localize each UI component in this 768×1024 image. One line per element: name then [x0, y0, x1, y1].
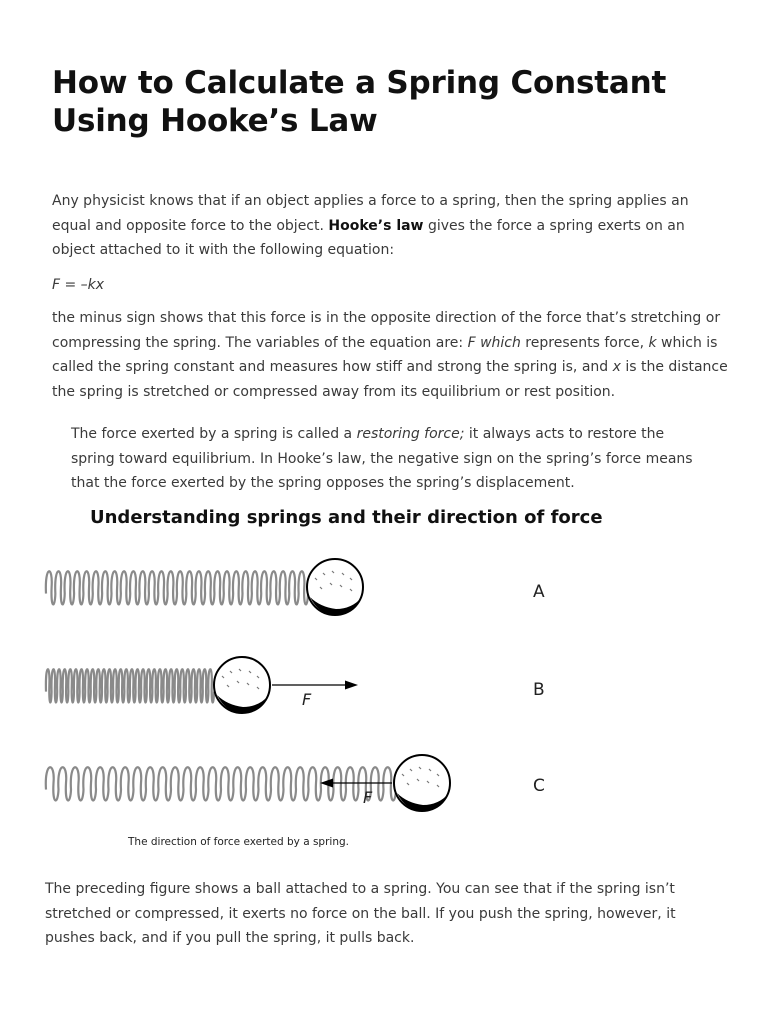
closing-paragraph: The preceding figure shows a ball attached to a spring. You can see that if the spring isn’t stretched or compressed, it exerts no force on the ball. If you push the spring, however, it pushes back, and if you pull the spring, it pulls back.: [45, 881, 676, 946]
hookes-law-equation: F = –kx: [52, 277, 105, 293]
restoring-force-term: restoring force;: [356, 426, 465, 442]
variables-paragraph: [52, 306, 728, 404]
hookes-law-term: Hooke’s law: [328, 217, 424, 234]
force-label-c: F: [363, 788, 373, 807]
variables-text-1: the minus sign shows that this force is in the opposite direction of the force that’s stretching or compressing the spring. The variables of the equation are:: [52, 310, 721, 351]
figure-title: Understanding springs and their direction of force: [90, 507, 603, 528]
note-text-2: it always acts to restore the spring toward equilibrium. In Hooke’s law, the negative sign on the spring’s force means that the force exerted by the spring opposes the spring’s displacement.: [71, 426, 693, 491]
intro-text-start: Any physicist knows that if an object applies a force to a spring, then the spring applies an equal and opposite force to the object.: [52, 193, 689, 234]
intro-text-end: gives the force a spring exerts on an object attached to it with the following equation:: [52, 217, 685, 258]
variable-k: k: [648, 334, 657, 351]
spring-b: [46, 669, 214, 702]
variables-text-3: which is called the spring constant and measures how stiff and strong the spring is, and: [52, 334, 718, 375]
spring-figure: [40, 545, 580, 825]
variable-x: x: [612, 359, 621, 375]
force-arrow-b: [272, 681, 358, 690]
spring-c: [46, 767, 396, 800]
variables-text-4: is the distance the spring is stretched or compressed away from its equilibrium or rest position.: [52, 359, 728, 400]
figure-caption: The direction of force exerted by a spring.: [128, 836, 349, 848]
label-c: C: [533, 776, 545, 796]
force-label-b: F: [302, 690, 312, 709]
label-a: A: [533, 582, 545, 602]
label-b: B: [533, 680, 545, 700]
ball-b: [214, 657, 270, 713]
restoring-force-note: [71, 422, 711, 496]
ball-a: [307, 559, 363, 615]
force-arrow-c: [320, 779, 392, 788]
note-text-1: The force exerted by a spring is called a: [71, 426, 357, 442]
intro-paragraph: [52, 189, 728, 263]
article-title: How to Calculate a Spring Constant Using Hooke’s Law: [52, 65, 667, 139]
variables-text-2: represents force,: [520, 334, 649, 351]
variable-f: F which: [467, 334, 521, 351]
spring-a: [46, 571, 308, 604]
ball-c: [394, 755, 450, 811]
